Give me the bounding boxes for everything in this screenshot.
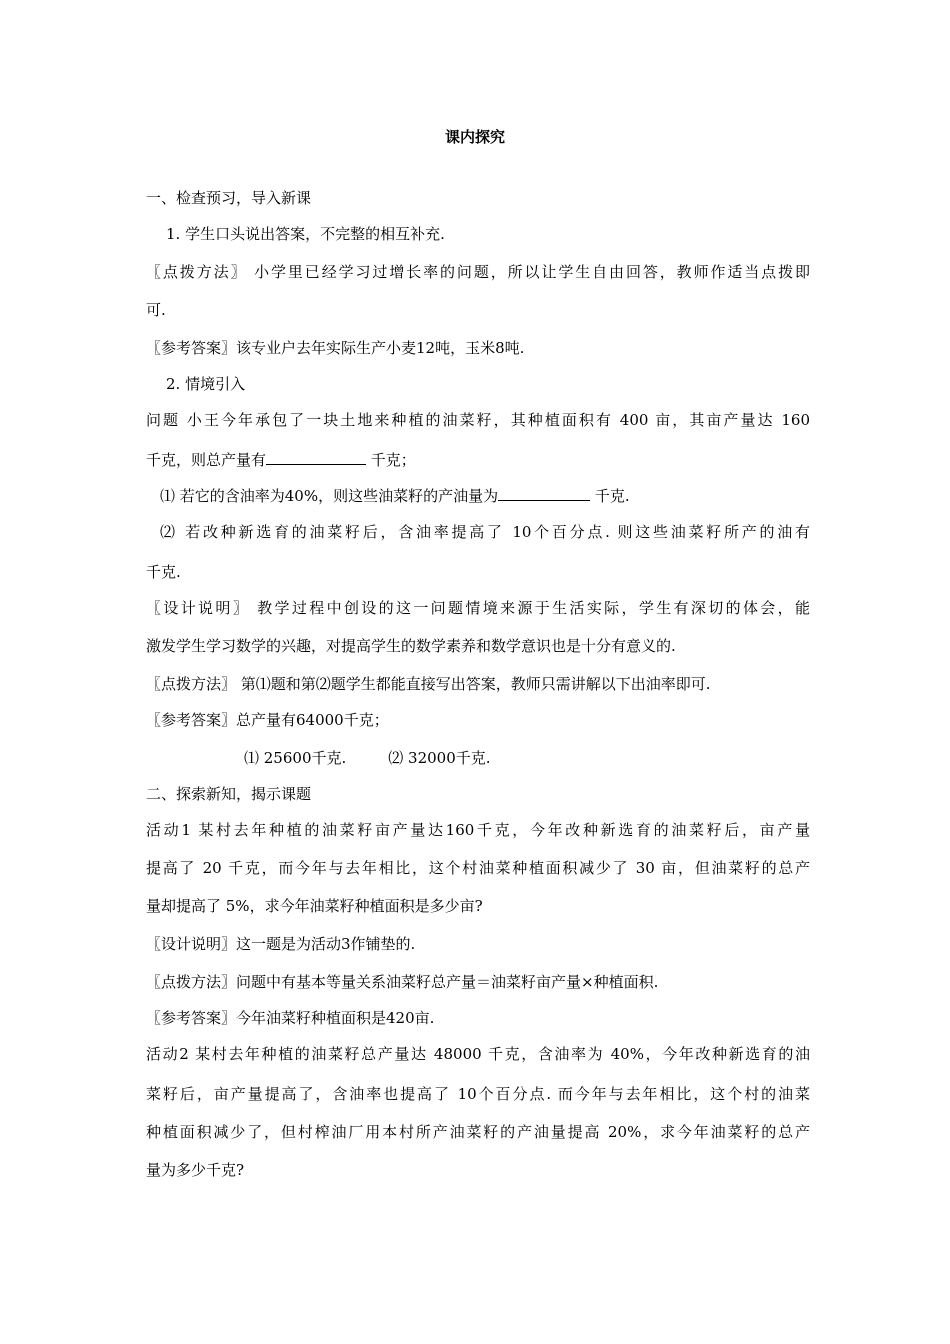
question2-line-b: 千克. — [146, 563, 181, 581]
activity1-line-b: 提高了 20 千克，而今年与去年相比，这个村油菜种植面积减少了 30 亩，但油菜籽的总产 — [146, 859, 810, 877]
tip1-line-b: 可. — [146, 301, 166, 319]
question1-unit: 千克. — [590, 487, 630, 505]
page-title: 课内探究 — [444, 128, 505, 146]
item2-heading: 2. 情境引入 — [166, 375, 246, 393]
activity2-line-b: 菜籽后，亩产量提高了，含油率也提高了 10个百分点. 而今年与去年相比，这个村的油菜 — [146, 1085, 810, 1103]
design-note-line-b: 激发学生学习数学的兴趣，对提高学生的数学素养和数学意识也是十分有意义的. — [146, 637, 676, 655]
tip3-text: 〖点拨方法〗问题中有基本等量关系油菜籽总产量＝油菜籽亩产量×种植面积. — [146, 973, 659, 991]
answer2-details — [244, 748, 908, 768]
section2-heading: 二、探索新知，揭示课题 — [146, 785, 312, 803]
activity1-line-a: 活动1 某村去年种植的油菜籽亩产量达160千克，今年改种新选育的油菜籽后，亩产量 — [146, 821, 810, 839]
section1-heading: 一、检查预习，导入新课 — [146, 189, 312, 207]
answer2-part2: ⑵ 32000千克. — [388, 749, 491, 767]
activity2-line-a: 活动2 某村去年种植的油菜籽总产量达 48000 千克，含油率为 40%，今年改种新选育的油 — [146, 1045, 810, 1063]
answer-blank — [498, 486, 590, 501]
design-note-2: 〖设计说明〗这一题是为活动3作铺垫的. — [146, 935, 416, 953]
problem-line-b-end: 千克； — [366, 451, 416, 469]
answer2-part1: ⑴ 25600千克. — [244, 749, 347, 767]
answer3-text: 〖参考答案〗今年油菜籽种植面积是420亩. — [146, 1009, 435, 1027]
question1-text: ⑴ 若它的含油率为40%，则这些油菜籽的产油量为 — [160, 487, 499, 505]
activity2-line-d: 量为多少千克? — [146, 1161, 245, 1179]
activity2-line-c: 种植面积减少了，但村榨油厂用本村所产油菜籽的产油量提高 20%，求今年油菜籽的总产 — [146, 1123, 810, 1141]
problem-line-b — [146, 450, 810, 470]
tip1-line-a: 〖点拨方法〗 小学里已经学习过增长率的问题，所以让学生自由回答，教师作适当点拨即 — [146, 263, 810, 281]
answer1-text: 〖参考答案〗该专业户去年实际生产小麦12吨，玉米8吨. — [146, 339, 525, 357]
design-note-line-a: 〖设计说明〗 教学过程中创设的这一问题情境来源于生活实际，学生有深切的体会，能 — [146, 599, 810, 617]
answer2-text: 〖参考答案〗总产量有64000千克； — [146, 711, 389, 729]
item1-text: 1. 学生口头说出答案，不完整的相互补充. — [166, 225, 445, 243]
problem-line-b-start: 千克，则总产量有 — [146, 451, 267, 469]
problem-line-a: 问题 小王今年承包了一块土地来种植的油菜籽，其种植面积有 400 亩，其亩产量达 160 — [146, 411, 810, 429]
activity1-line-c: 量却提高了 5%，求今年油菜籽种植面积是多少亩? — [146, 897, 483, 915]
question1-line — [160, 486, 824, 506]
question2-line-a: ⑵ 若改种新选育的油菜籽后，含油率提高了 10个百分点. 则这些油菜籽所产的油有 — [160, 523, 810, 541]
tip2-text: 〖点拨方法〗 第⑴题和第⑵题学生都能直接写出答案，教师只需讲解以下出油率即可. — [146, 675, 711, 693]
answer-blank — [266, 450, 366, 465]
